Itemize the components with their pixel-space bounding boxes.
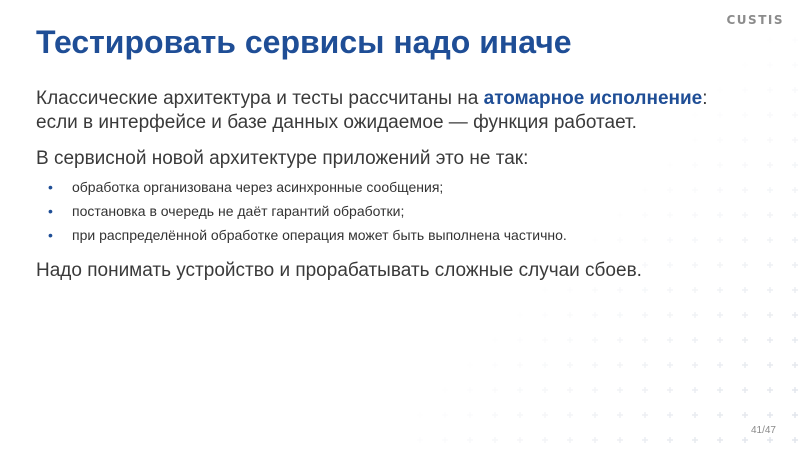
plus-mark — [617, 412, 623, 418]
plus-mark — [442, 437, 448, 443]
plus-mark — [567, 287, 573, 293]
plus-mark — [642, 362, 648, 368]
plus-mark — [767, 237, 773, 243]
plus-mark — [792, 212, 798, 218]
bullet-list — [36, 175, 766, 247]
plus-mark — [642, 287, 648, 293]
plus-mark — [742, 337, 748, 343]
plus-mark — [767, 212, 773, 218]
plus-mark — [717, 287, 723, 293]
plus-mark — [417, 437, 423, 443]
plus-mark — [767, 112, 773, 118]
plus-mark — [717, 337, 723, 343]
paragraph-text-line2: если в интерфейсе и базе данных ожидаемое — функция работает. — [36, 112, 637, 133]
plus-mark — [492, 387, 498, 393]
paragraph-text: Классические архитектура и тесты рассчитаны на — [36, 88, 484, 109]
plus-mark — [567, 312, 573, 318]
plus-mark — [542, 287, 548, 293]
plus-mark — [567, 337, 573, 343]
plus-mark — [667, 437, 673, 443]
plus-mark — [717, 387, 723, 393]
plus-mark — [442, 412, 448, 418]
plus-mark — [517, 412, 523, 418]
slide-content — [36, 87, 766, 283]
plus-mark — [467, 412, 473, 418]
plus-mark — [592, 312, 598, 318]
paragraph-colon: : — [702, 88, 708, 109]
plus-mark — [542, 412, 548, 418]
plus-mark — [792, 162, 798, 168]
plus-mark — [592, 437, 598, 443]
plus-mark — [767, 62, 773, 68]
plus-mark — [692, 412, 698, 418]
plus-mark — [792, 237, 798, 243]
bullet-text: постановка в очередь не даёт гарантий обработки; — [72, 203, 405, 219]
plus-mark — [767, 162, 773, 168]
plus-mark — [792, 62, 798, 68]
plus-mark — [467, 437, 473, 443]
plus-mark — [742, 312, 748, 318]
plus-mark — [767, 437, 773, 443]
plus-mark — [717, 412, 723, 418]
plus-mark — [767, 362, 773, 368]
plus-mark — [642, 337, 648, 343]
plus-mark — [617, 437, 623, 443]
plus-mark — [692, 312, 698, 318]
plus-mark — [492, 337, 498, 343]
plus-mark — [767, 312, 773, 318]
plus-mark — [667, 362, 673, 368]
plus-mark — [642, 437, 648, 443]
plus-mark — [617, 287, 623, 293]
plus-mark — [517, 437, 523, 443]
plus-mark — [542, 362, 548, 368]
bullet-marker: • — [48, 179, 53, 195]
plus-mark — [667, 312, 673, 318]
plus-mark — [792, 437, 798, 443]
plus-mark — [692, 337, 698, 343]
plus-mark — [617, 337, 623, 343]
bullet-item — [36, 199, 766, 223]
plus-mark — [667, 287, 673, 293]
plus-mark — [767, 337, 773, 343]
plus-mark — [617, 312, 623, 318]
plus-mark — [467, 362, 473, 368]
plus-mark — [642, 387, 648, 393]
page-number: 41/47 — [750, 425, 776, 436]
plus-mark — [792, 312, 798, 318]
plus-mark — [792, 412, 798, 418]
plus-mark — [467, 387, 473, 393]
plus-mark — [792, 37, 798, 43]
plus-mark — [742, 387, 748, 393]
plus-mark — [617, 362, 623, 368]
plus-mark — [617, 387, 623, 393]
paragraph-conclusion: Надо понимать устройство и прорабатывать сложные случаи сбоев. — [36, 260, 642, 281]
plus-mark — [742, 437, 748, 443]
plus-mark — [517, 387, 523, 393]
plus-mark — [542, 312, 548, 318]
plus-mark — [717, 362, 723, 368]
plus-mark — [767, 87, 773, 93]
plus-mark — [667, 337, 673, 343]
plus-mark — [692, 362, 698, 368]
plus-mark — [742, 287, 748, 293]
plus-mark — [767, 137, 773, 143]
plus-mark — [567, 412, 573, 418]
bullet-marker: • — [48, 227, 53, 243]
plus-mark — [592, 337, 598, 343]
plus-mark — [767, 37, 773, 43]
plus-mark — [567, 387, 573, 393]
paragraph-atomic-execution — [36, 87, 766, 135]
plus-mark — [667, 412, 673, 418]
plus-mark — [767, 287, 773, 293]
plus-mark — [717, 437, 723, 443]
plus-mark — [792, 112, 798, 118]
plus-mark — [492, 362, 498, 368]
plus-mark — [767, 387, 773, 393]
plus-mark — [792, 287, 798, 293]
plus-mark — [542, 387, 548, 393]
bullet-marker: • — [48, 203, 53, 219]
bullet-text: обработка организована через асинхронные сообщения; — [72, 179, 444, 195]
plus-mark — [792, 337, 798, 343]
paragraph-service-architecture: В сервисной новой архитектуре приложений это не так: — [36, 148, 529, 169]
slide-title: Тестировать сервисы надо иначе — [36, 24, 572, 60]
company-logo: CUSTIS — [726, 13, 784, 27]
plus-mark — [442, 387, 448, 393]
plus-mark — [542, 337, 548, 343]
plus-mark — [792, 87, 798, 93]
plus-mark — [592, 362, 598, 368]
plus-mark — [792, 187, 798, 193]
plus-mark — [417, 412, 423, 418]
plus-mark — [592, 412, 598, 418]
plus-mark — [567, 437, 573, 443]
plus-mark — [742, 412, 748, 418]
plus-mark — [692, 437, 698, 443]
plus-mark — [742, 362, 748, 368]
plus-mark — [517, 362, 523, 368]
plus-mark — [542, 437, 548, 443]
plus-mark — [567, 362, 573, 368]
plus-mark — [592, 387, 598, 393]
plus-mark — [692, 387, 698, 393]
plus-mark — [492, 437, 498, 443]
plus-mark — [792, 362, 798, 368]
plus-mark — [592, 287, 598, 293]
plus-mark — [767, 412, 773, 418]
highlighted-term: атомарное исполнение — [483, 88, 703, 109]
plus-mark — [667, 387, 673, 393]
plus-mark — [792, 262, 798, 268]
plus-mark — [517, 312, 523, 318]
plus-mark — [492, 412, 498, 418]
plus-mark — [517, 337, 523, 343]
plus-mark — [792, 137, 798, 143]
plus-mark — [642, 412, 648, 418]
plus-mark — [767, 187, 773, 193]
plus-mark — [692, 287, 698, 293]
bullet-item — [36, 223, 766, 247]
bullet-text: при распределённой обработке операция может быть выполнена частично. — [72, 227, 567, 243]
bullet-item — [36, 175, 766, 199]
plus-mark — [767, 262, 773, 268]
plus-mark — [717, 312, 723, 318]
plus-mark — [792, 387, 798, 393]
plus-mark — [742, 62, 748, 68]
plus-mark — [642, 312, 648, 318]
